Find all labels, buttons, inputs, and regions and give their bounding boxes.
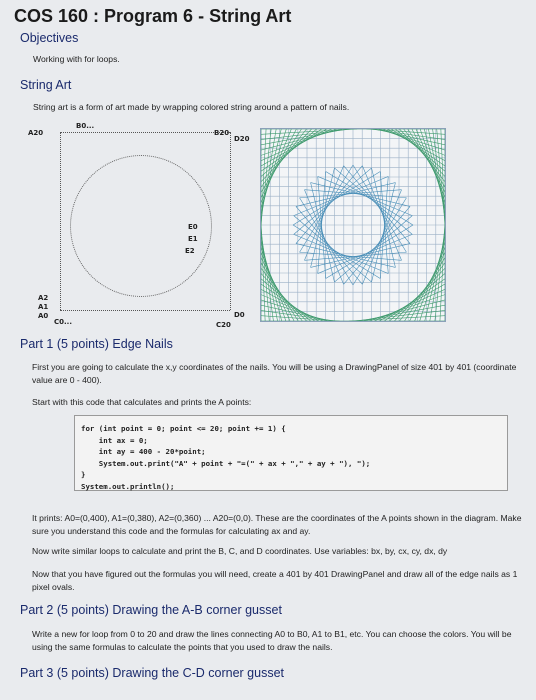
label-d20: D20: [234, 135, 250, 143]
page-title: COS 160 : Program 6 - String Art: [14, 6, 292, 26]
label-a2: A2: [38, 294, 49, 302]
string-art-text: String art is a form of art made by wrapping colored string around a pattern of nails.: [33, 102, 350, 112]
circle-string-line: [311, 183, 335, 282]
circle-string-line: [334, 168, 412, 234]
c-edge-nails: [60, 310, 230, 311]
circle-string-line: [296, 206, 362, 284]
circle-string-line: [294, 216, 372, 282]
circle-string-line: [293, 225, 380, 278]
string-art-drawing: [261, 129, 445, 321]
circle-string-line: [353, 165, 406, 252]
a-edge-nails: [60, 132, 61, 310]
part1-para3: It prints: A0=(0,400), A1=(0,380), A2=(0,360) ... A20=(0,0). These are the coordinates of the A points shown in the diagram. Make sure you understand this code and the formulas for calculating ax and ay.: [32, 513, 522, 536]
code-line-1: for (int point = 0; point <= 20; point += 1) {: [81, 424, 286, 433]
code-line-6: System.out.println();: [81, 481, 175, 491]
label-d0: D0: [234, 311, 245, 319]
code-line-4: System.out.print("A" + point + "=(" + ax + "," + ay + "), ");: [81, 458, 371, 468]
label-e1: E1: [188, 235, 198, 243]
label-e2: E2: [185, 247, 195, 255]
circle-string-line: [304, 252, 406, 260]
label-b20: B20: [214, 129, 230, 137]
part2-heading: Part 2 (5 points) Drawing the A-B corner gusset: [20, 603, 282, 617]
circle-string-line: [294, 168, 372, 234]
objectives-heading: Objectives: [20, 31, 79, 45]
circle-string-line: [372, 183, 396, 282]
label-e0: E0: [188, 223, 198, 231]
circle-string-line: [300, 252, 402, 260]
part1-para5: Now that you have figured out the formulas you will need, create a 401 by 401 DrawingPanel and draw all of the edge nails as 1 pixel ovals.: [32, 569, 518, 592]
circle-string-line: [300, 165, 353, 252]
circle-string-line: [326, 225, 413, 278]
circle-string-line: [311, 168, 335, 267]
circle-string-line: [344, 206, 410, 284]
nail-diagram: [28, 120, 250, 335]
part1-para4: Now write similar loops to calculate and print the B, C, and D coordinates. Use variables: bx, by, cx, cy, dx, dy: [32, 546, 448, 556]
circle-string-line: [300, 190, 402, 198]
circle-string-line: [304, 190, 406, 198]
label-a20: A20: [28, 129, 44, 137]
label-b0: B0...: [76, 122, 95, 130]
part1-para2: Start with this code that calculates and prints the A points:: [32, 397, 252, 407]
label-c0: C0...: [54, 318, 72, 326]
circle-string-line: [304, 190, 343, 285]
label-a0: A0: [38, 312, 49, 320]
string-line: [261, 129, 357, 134]
circle-string-line: [334, 216, 412, 282]
b-edge-nails: [60, 132, 230, 133]
circle-string-line: [353, 198, 406, 285]
objectives-text: Working with for loops.: [33, 54, 120, 64]
label-c20: C20: [216, 321, 231, 329]
code-line-5: }: [81, 470, 86, 479]
string-art-example: [260, 128, 446, 322]
part3-heading: Part 3 (5 points) Drawing the C-D corner gusset: [20, 666, 284, 680]
circle-string-line: [296, 166, 362, 244]
circle-string-line: [372, 168, 396, 267]
part1-para1: First you are going to calculate the x,y coordinates of the nails. You will be using a DrawingPanel of size 401 by 401 (coordinate value are 0 - 400).: [32, 362, 517, 385]
code-line-2: int ax = 0;: [81, 435, 148, 445]
circle-string-line: [362, 190, 401, 285]
label-a1: A1: [38, 303, 49, 311]
part1-heading: Part 1 (5 points) Edge Nails: [20, 337, 173, 351]
circle-string-line: [300, 198, 353, 285]
string-art-heading: String Art: [20, 78, 72, 92]
string-line: [440, 221, 445, 321]
part2-para1: Write a new for loop from 0 to 20 and draw the lines connecting A0 to B0, A1 to B1, etc. You can choose the colors. You will be using the same formulas to calculate the points that you used to draw the nails.: [32, 629, 512, 652]
code-line-3: int ay = 400 - 20*point;: [81, 447, 206, 456]
d-edge-nails: [230, 132, 231, 310]
circle-string-line: [304, 166, 343, 261]
circle-string-line: [362, 166, 401, 261]
circle-string-line: [293, 172, 380, 225]
code-block: [74, 415, 508, 491]
circle-string-line: [344, 166, 410, 244]
circle-string-line: [326, 172, 413, 225]
